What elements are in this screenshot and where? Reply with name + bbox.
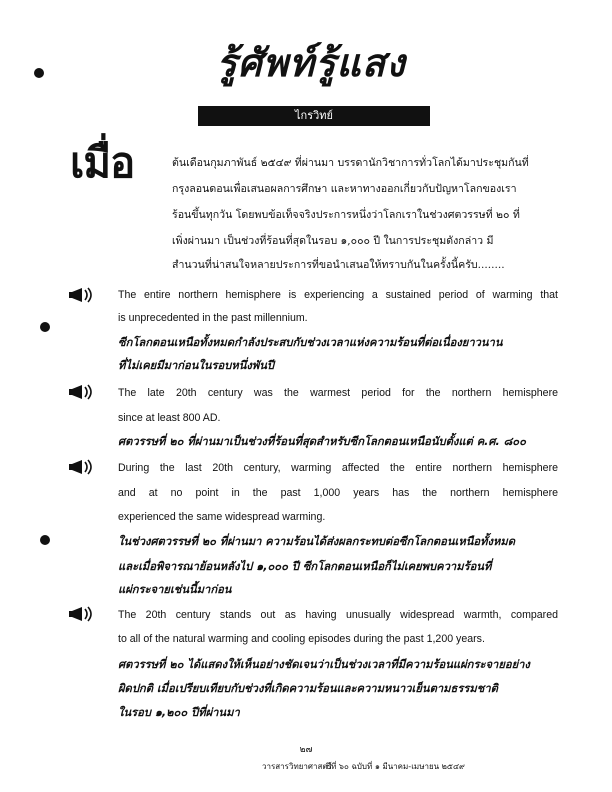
item-en-line: experienced the same widespread warming. (118, 511, 326, 523)
item-en-line: The entire northern hemisphere is experiencing a sustained period of warming that (118, 289, 558, 301)
item-th-line: ศตวรรษที่ ๒๐ ที่ผ่านมาเป็นช่วงที่ร้อนที่สุดสำหรับซีกโลกตอนเหนือนับตั้งแต่ ค.ศ. ๘๐๐ (118, 435, 526, 448)
item-en-line: and at no point in the past 1,000 years has the northern hemisphere (118, 487, 558, 499)
item-th-line: ที่ไม่เคยมีมาก่อนในรอบหนึ่งพันปี (118, 359, 274, 372)
item-th-line: แผ่กระจายเช่นนี้มาก่อน (118, 583, 232, 596)
intro-line: สำนวนที่น่าสนใจหลายประการที่ขอนำเสนอให้ทราบกันในครั้งนี้ครับ........ (172, 259, 505, 271)
binder-hole (40, 322, 50, 332)
item-en-line: During the last 20th century, warming affected the entire northern hemisphere (118, 462, 558, 474)
item-th-line: ในช่วงศตวรรษที่ ๒๐ ที่ผ่านมา ความร้อนได้ส่งผลกระทบต่อซีกโลกตอนเหนือทั้งหมด (118, 535, 515, 548)
intro-line: กรุงลอนดอนเพื่อเสนอผลการศึกษา และหาทางออกเกี่ยวกับปัญหาโลกของเรา (172, 183, 517, 195)
item-th-line: ศตวรรษที่ ๒๐ ได้แสดงให้เห็นอย่างชัดเจนว่าเป็นช่วงเวลาที่มีความร้อนแผ่กระจายอย่าง (118, 658, 530, 671)
intro-line: ร้อนขึ้นทุกวัน โดยพบข้อเท็จจริงประการหนึ่งว่าโลกเราในช่วงศตวรรษที่ ๒๐ ที่ (172, 209, 520, 221)
page-number: ๒๗ (299, 745, 313, 755)
megaphone-icon (68, 456, 98, 478)
magazine-name: วารสารวิทยาศาสตร์ (262, 762, 332, 771)
intro-paragraph (0, 0, 612, 280)
megaphone-icon (68, 284, 98, 306)
item-th-line: ผิดปกติ เมื่อเปรียบเทียบกับช่วงที่เกิดความร้อนและความหนาวเย็นตามธรรมชาติ (118, 682, 498, 695)
item-en-line: is unprecedented in the past millennium. (118, 312, 308, 324)
item-th-line: ในรอบ ๑,๒๐๐ ปีที่ผ่านมา (118, 706, 240, 719)
page-title: รู้ศัพท์รู้แสง (216, 41, 406, 85)
binder-hole (40, 535, 50, 545)
item-en-line: since at least 800 AD. (118, 412, 221, 424)
item-th-line: ซีกโลกตอนเหนือทั้งหมดกำลังประสบกับช่วงเวลาแห่งความร้อนที่ต่อเนื่องยาวนาน (118, 336, 503, 349)
intro-line: ต้นเดือนกุมภาพันธ์ ๒๕๔๙ ที่ผ่านมา บรรดานักวิชาการทั่วโลกได้มาประชุมกันที่ (172, 157, 529, 169)
drop-cap: เมื่อ (70, 138, 135, 187)
issue-info: ปีที่ ๖๐ ฉบับที่ ๑ มีนาคม-เมษายน ๒๕๔๙ (326, 762, 465, 771)
author-bar: ไกรวิทย์ (198, 106, 430, 126)
item-th-line: และเมื่อพิจารณาย้อนหลังไป ๑,๐๐๐ ปี ซีกโลกตอนเหนือก็ไม่เคยพบความร้อนที่ (118, 560, 492, 573)
item-en-line: The late 20th century was the warmest period for the northern hemisphere (118, 387, 558, 399)
megaphone-icon (68, 603, 98, 625)
item-en-line: to all of the natural warming and cooling episodes during the past 1,200 years. (118, 633, 485, 645)
item-en-line: The 20th century stands out as having unusually widespread warmth, compared (118, 609, 558, 621)
intro-line: เพิ่งผ่านมา เป็นช่วงที่ร้อนที่สุดในรอบ ๑,๐๐๐ ปี ในการประชุมดังกล่าว มี (172, 235, 494, 247)
megaphone-icon (68, 381, 98, 403)
